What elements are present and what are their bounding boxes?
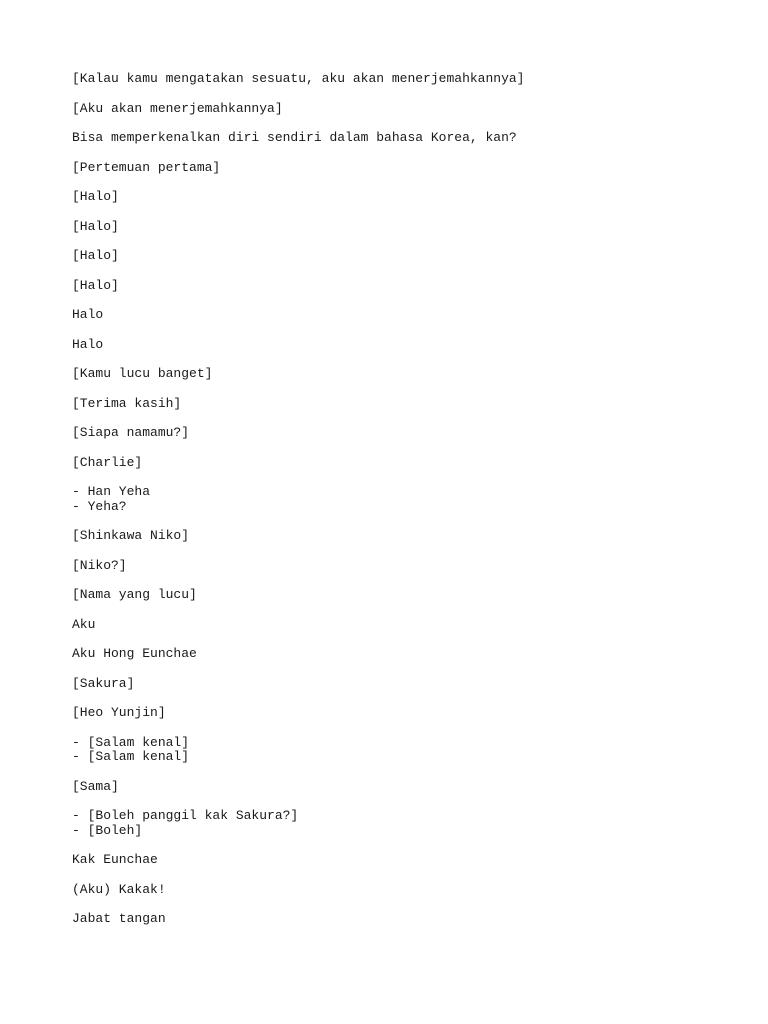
document-page [72,72,712,942]
transcript-paragraph [72,853,712,868]
transcript-paragraph [72,249,712,264]
transcript-line: [Halo] [72,277,119,293]
transcript-paragraph [72,338,712,353]
transcript-line: Kak Eunchae [72,852,158,867]
transcript-line: - [Salam kenal] [72,749,190,764]
transcript-line: [Kamu lucu banget] [72,366,213,381]
transcript-paragraph [72,367,712,382]
transcript-paragraph [72,529,712,544]
transcript-paragraph [72,647,712,662]
transcript-line: [Shinkawa Niko] [72,528,190,543]
transcript-paragraph [72,456,712,471]
transcript-paragraph [72,559,712,574]
transcript-paragraph [72,677,712,692]
transcript-line: [Halo] [72,248,119,263]
transcript-line: Halo [72,307,104,322]
transcript-line: [Halo] [72,189,119,204]
transcript-line: [Terima kasih] [72,395,182,411]
transcript-paragraph [72,485,712,514]
transcript-line: [Niko?] [72,557,127,573]
transcript-line: Aku Hong Eunchae [72,646,197,661]
transcript-line: [Aku akan menerjemahkannya] [72,100,283,116]
transcript-paragraph [72,308,712,323]
transcript-paragraph [72,397,712,412]
transcript-line: (Aku) Kakak! [72,881,166,897]
transcript-paragraph [72,426,712,441]
transcript-line: - [Boleh panggil kak Sakura?] [72,808,299,823]
transcript-paragraph [72,220,712,235]
transcript-paragraph [72,102,712,117]
transcript-paragraph [72,161,712,176]
transcript-line: - Yeha? [72,498,127,514]
transcript-line: [Siapa namamu?] [72,425,190,440]
transcript-paragraph [72,883,712,898]
transcript-paragraph [72,279,712,294]
transcript-line: - [Boleh] [72,822,143,838]
transcript-paragraph [72,618,712,633]
transcript-line: - [Salam kenal] [72,734,190,750]
transcript-line: [Halo] [72,218,119,234]
transcript-paragraph [72,809,712,838]
transcript-paragraph [72,190,712,205]
transcript-line: [Charlie] [72,454,143,470]
transcript-line: [Pertemuan pertama] [72,159,221,175]
transcript-paragraph [72,706,712,721]
transcript-line: [Heo Yunjin] [72,705,166,720]
transcript-line: Bisa memperkenalkan diri sendiri dalam bahasa Korea, kan? [72,130,517,145]
transcript-line: [Kalau kamu mengatakan sesuatu, aku akan menerjemahkannya] [72,71,525,86]
transcript-paragraph [72,588,712,603]
transcript-line: Aku [72,616,96,632]
transcript-line: Halo [72,336,104,352]
transcript-paragraph [72,131,712,146]
transcript-paragraph [72,72,712,87]
transcript-line: Jabat tangan [72,911,166,926]
transcript-line: - Han Yeha [72,484,151,499]
transcript-line: [Sakura] [72,675,135,691]
transcript-paragraph [72,736,712,765]
transcript-line: [Nama yang lucu] [72,587,197,602]
transcript-paragraph [72,780,712,795]
transcript-line: [Sama] [72,778,119,794]
transcript-paragraph [72,912,712,927]
